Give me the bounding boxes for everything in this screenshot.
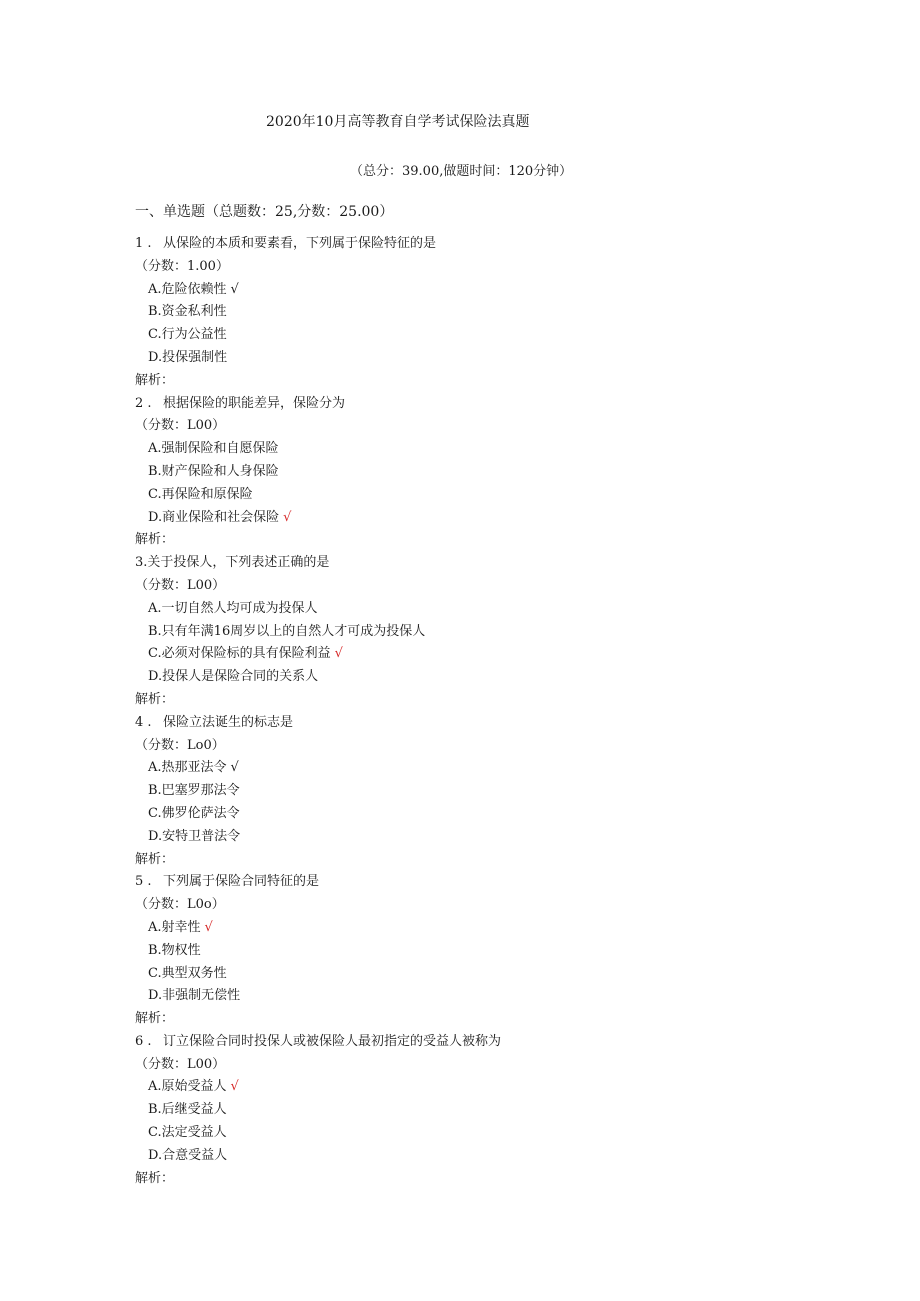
question-text: 从保险的本质和要素看，下列属于保险特征的是 <box>163 236 437 251</box>
section-title: 一、单选题（总题数：25,分数：25.00） <box>135 204 394 220</box>
question-score: （分数：Lo0） <box>135 737 225 753</box>
option-text: D.投保人是保险合同的关系人 <box>148 669 319 685</box>
question-score: （分数：L00） <box>135 1056 226 1072</box>
answer-option <box>135 985 835 1008</box>
option-text: B.资金私利性 <box>148 304 227 320</box>
answer-option <box>135 666 835 689</box>
question-stem <box>135 712 835 735</box>
option-text: A.原始受益人 <box>148 1079 227 1095</box>
option-text: B.后继受益人 <box>148 1102 227 1118</box>
check-mark-icon: √ <box>230 281 239 297</box>
question-text: 下列属于保险合同特征的是 <box>163 874 320 890</box>
answer-option <box>135 803 835 826</box>
option-text: C.法定受益人 <box>148 1125 227 1141</box>
check-mark-icon: √ <box>230 1079 239 1095</box>
option-text: B.只有年满16周岁以上的自然人才可成为投保人 <box>148 623 426 639</box>
answer-option <box>135 1145 835 1168</box>
answer-option <box>135 438 835 461</box>
answer-option <box>135 643 835 666</box>
check-mark-icon: √ <box>204 919 213 935</box>
analysis-label: 解析： <box>135 532 175 548</box>
answer-option <box>135 826 835 849</box>
answer-option <box>135 301 835 324</box>
option-text: A.一切自然人均可成为投保人 <box>148 600 318 616</box>
question-score: （分数：L00） <box>135 418 226 434</box>
question-6 <box>135 1031 835 1191</box>
option-text: B.物权性 <box>148 942 201 958</box>
answer-option <box>135 780 835 803</box>
question-score: （分数：1.00） <box>135 258 229 274</box>
check-mark-icon: √ <box>334 646 343 662</box>
question-stem <box>135 871 835 894</box>
option-text: A.热那亚法令 <box>148 760 227 776</box>
question-text: 保险立法诞生的标志是 <box>163 714 294 730</box>
answer-option <box>135 507 835 530</box>
option-text: C.再保险和原保险 <box>148 486 253 502</box>
answer-option <box>135 347 835 370</box>
question-number: 2 . <box>135 395 152 411</box>
check-mark-icon: √ <box>283 509 292 525</box>
question-number: 4 . <box>135 714 152 730</box>
analysis-label: 解析： <box>135 1170 175 1186</box>
analysis-label: 解析： <box>135 1011 175 1027</box>
question-text: 订立保险合同时投保人或被保险人最初指定的受益人被称为 <box>163 1033 502 1049</box>
answer-option <box>135 461 835 484</box>
option-text: C.必须对保险标的具有保险利益 <box>148 646 331 662</box>
option-text: A.危险依赖性 <box>148 281 227 297</box>
answer-option <box>135 279 835 302</box>
option-text: D.合意受益人 <box>148 1147 228 1163</box>
question-number: 5 . <box>135 874 152 890</box>
analysis-label: 解析： <box>135 372 175 388</box>
option-text: D.安特卫普法令 <box>148 828 241 844</box>
question-4 <box>135 712 835 872</box>
question-text: 关于投保人，下列表述正确的是 <box>147 555 330 571</box>
answer-option <box>135 484 835 507</box>
question-stem <box>135 393 835 416</box>
analysis-label: 解析： <box>135 851 175 867</box>
question-1 <box>135 233 835 393</box>
question-text: 根据保险的职能差异，保险分为 <box>163 395 346 411</box>
option-text: B.巴塞罗那法令 <box>148 783 240 799</box>
question-score: （分数：L00） <box>135 577 226 593</box>
option-text: D.投保强制性 <box>148 349 228 365</box>
question-stem <box>135 233 835 256</box>
question-3 <box>135 552 835 712</box>
option-text: C.典型双务性 <box>148 965 227 981</box>
answer-option <box>135 940 835 963</box>
option-text: D.商业保险和社会保险 <box>148 509 280 525</box>
answer-option <box>135 917 835 940</box>
question-2 <box>135 393 835 553</box>
answer-option <box>135 324 835 347</box>
answer-option <box>135 1076 835 1099</box>
answer-option <box>135 598 835 621</box>
answer-option <box>135 757 835 780</box>
answer-option <box>135 1099 835 1122</box>
option-text: A.射幸性 <box>148 919 201 935</box>
question-number: 1 . <box>135 236 152 251</box>
answer-option <box>135 963 835 986</box>
exam-info: （总分：39.00,做题时间：120分钟） <box>350 164 573 179</box>
check-mark-icon: √ <box>230 760 239 776</box>
option-text: B.财产保险和人身保险 <box>148 463 279 479</box>
document-title: 2020年10月高等教育自学考试保险法真题 <box>266 114 530 130</box>
option-text: C.行为公益性 <box>148 327 227 343</box>
question-stem <box>135 1031 835 1054</box>
question-number: 3. <box>135 555 148 571</box>
question-5 <box>135 871 835 1031</box>
question-score: （分数：L0o） <box>135 897 225 913</box>
option-text: A.强制保险和自愿保险 <box>148 441 279 457</box>
answer-option <box>135 621 835 644</box>
question-list <box>135 233 835 1190</box>
analysis-label: 解析： <box>135 691 175 707</box>
option-text: D.非强制无偿性 <box>148 988 241 1004</box>
answer-option <box>135 1122 835 1145</box>
question-stem <box>135 552 835 575</box>
question-number: 6 . <box>135 1033 152 1049</box>
option-text: C.佛罗伦萨法令 <box>148 805 240 821</box>
